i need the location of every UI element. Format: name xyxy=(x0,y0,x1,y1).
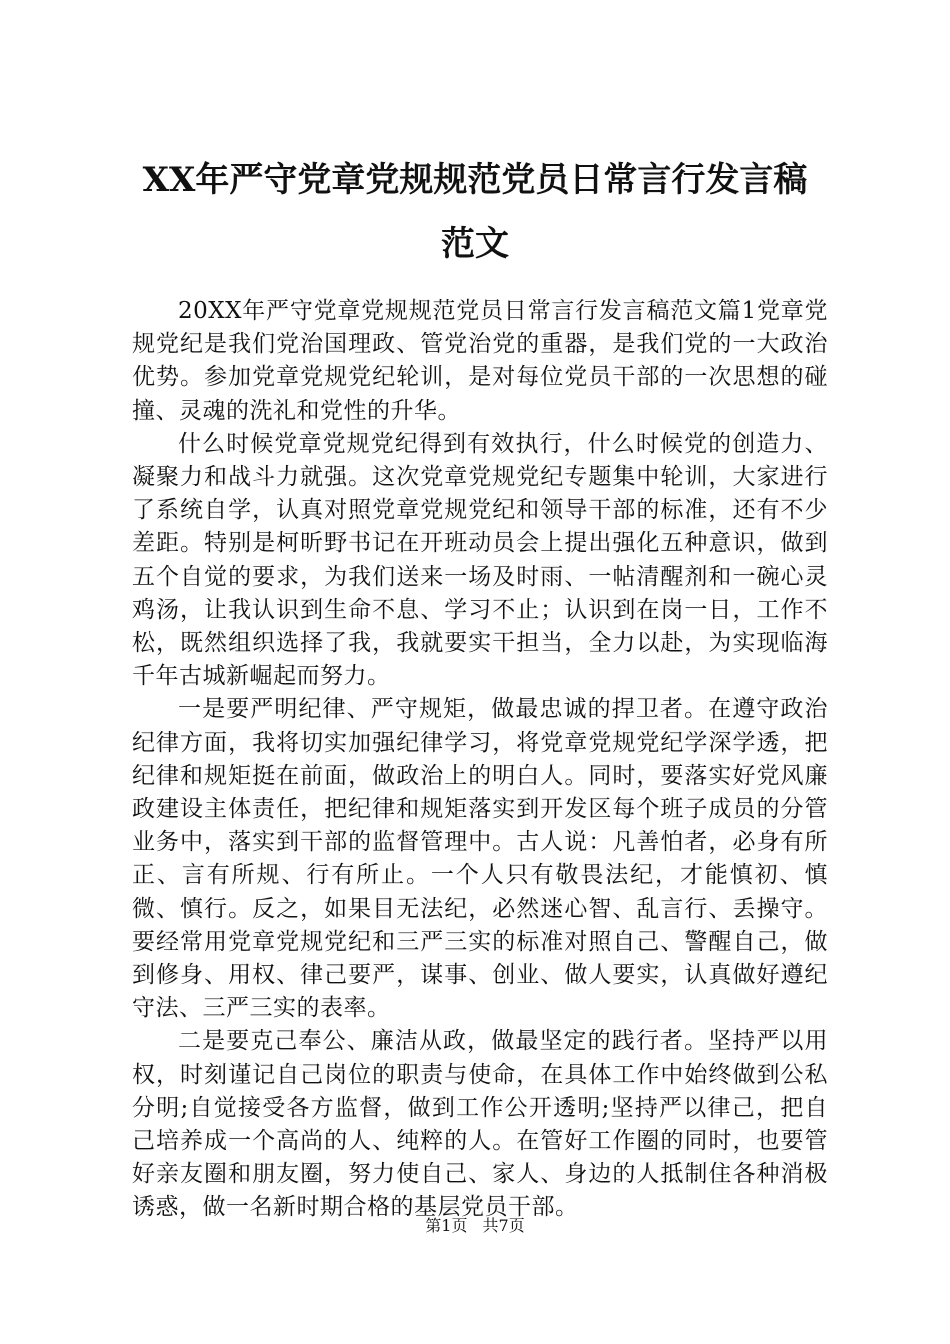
document-title-line-2: 范文 xyxy=(441,224,509,264)
page-number-current: 第1页 xyxy=(425,1216,468,1235)
body-paragraph: 一是要严明纪律、严守规矩，做最忠诚的捍卫者。在遵守政治纪律方面，我将切实加强纪律学习，将党章党规党纪学深学透，把纪律和规矩挺在前面，做政治上的明白人。同时，要落实好党风廉政建设主体责任，把纪律和规矩落实到开发区每个班子成员的分管业务中，落实到干部的监督管理中。古人说：凡善怕者，必身有所正、言有所规、行有所止。一个人只有敬畏法纪，才能慎初、慎微、慎行。反之，如果目无法纪，必然迷心智、乱言行、丢操守。要经常用党章党规党纪和三严三实的标准对照自己、警醒自己，做到修身、用权、律己要严，谋事、创业、做人要实，认真做好遵纪守法、三严三实的表率。 xyxy=(132,696,828,1022)
page-number-total: 共7页 xyxy=(482,1216,525,1235)
document-body xyxy=(132,295,828,1225)
body-paragraph: 二是要克己奉公、廉洁从政，做最坚定的践行者。坚持严以用权，时刻谨记自己岗位的职责与使命，在具体工作中始终做到公私分明;自觉接受各方监督，做到工作公开透明;坚持严以律己，把自己培养成一个高尚的人、纯粹的人。在管好工作圈的同时，也要管好亲友圈和朋友圈，努力使自己、家人、身边的人抵制住各种消极诱惑，做一名新时期合格的基层党员干部。 xyxy=(132,1028,828,1221)
body-paragraph: 20XX年严守党章党规规范党员日常言行发言稿范文篇1党章党规党纪是我们党治国理政、管党治党的重器，是我们党的一大政治优势。参加党章党规党纪轮训，是对每位党员干部的一次思想的碰撞、灵魂的洗礼和党性的升华。 xyxy=(132,298,828,424)
page-footer xyxy=(0,1216,950,1236)
document-title-line-1: XX年严守党章党规规范党员日常言行发言稿 xyxy=(142,160,808,200)
body-paragraph: 什么时候党章党规党纪得到有效执行，什么时候党的创造力、凝聚力和战斗力就强。这次党章党规党纪专题集中轮训，大家进行了系统自学，认真对照党章党规党纪和领导干部的标准，还有不少差距。特别是柯昕野书记在开班动员会上提出强化五种意识，做到五个自觉的要求，为我们送来一场及时雨、一帖清醒剂和一碗心灵鸡汤，让我认识到生命不息、学习不止；认识到在岗一日，工作不松，既然组织选择了我，我就要实干担当，全力以赴，为实现临海千年古城新崛起而努力。 xyxy=(132,430,828,690)
